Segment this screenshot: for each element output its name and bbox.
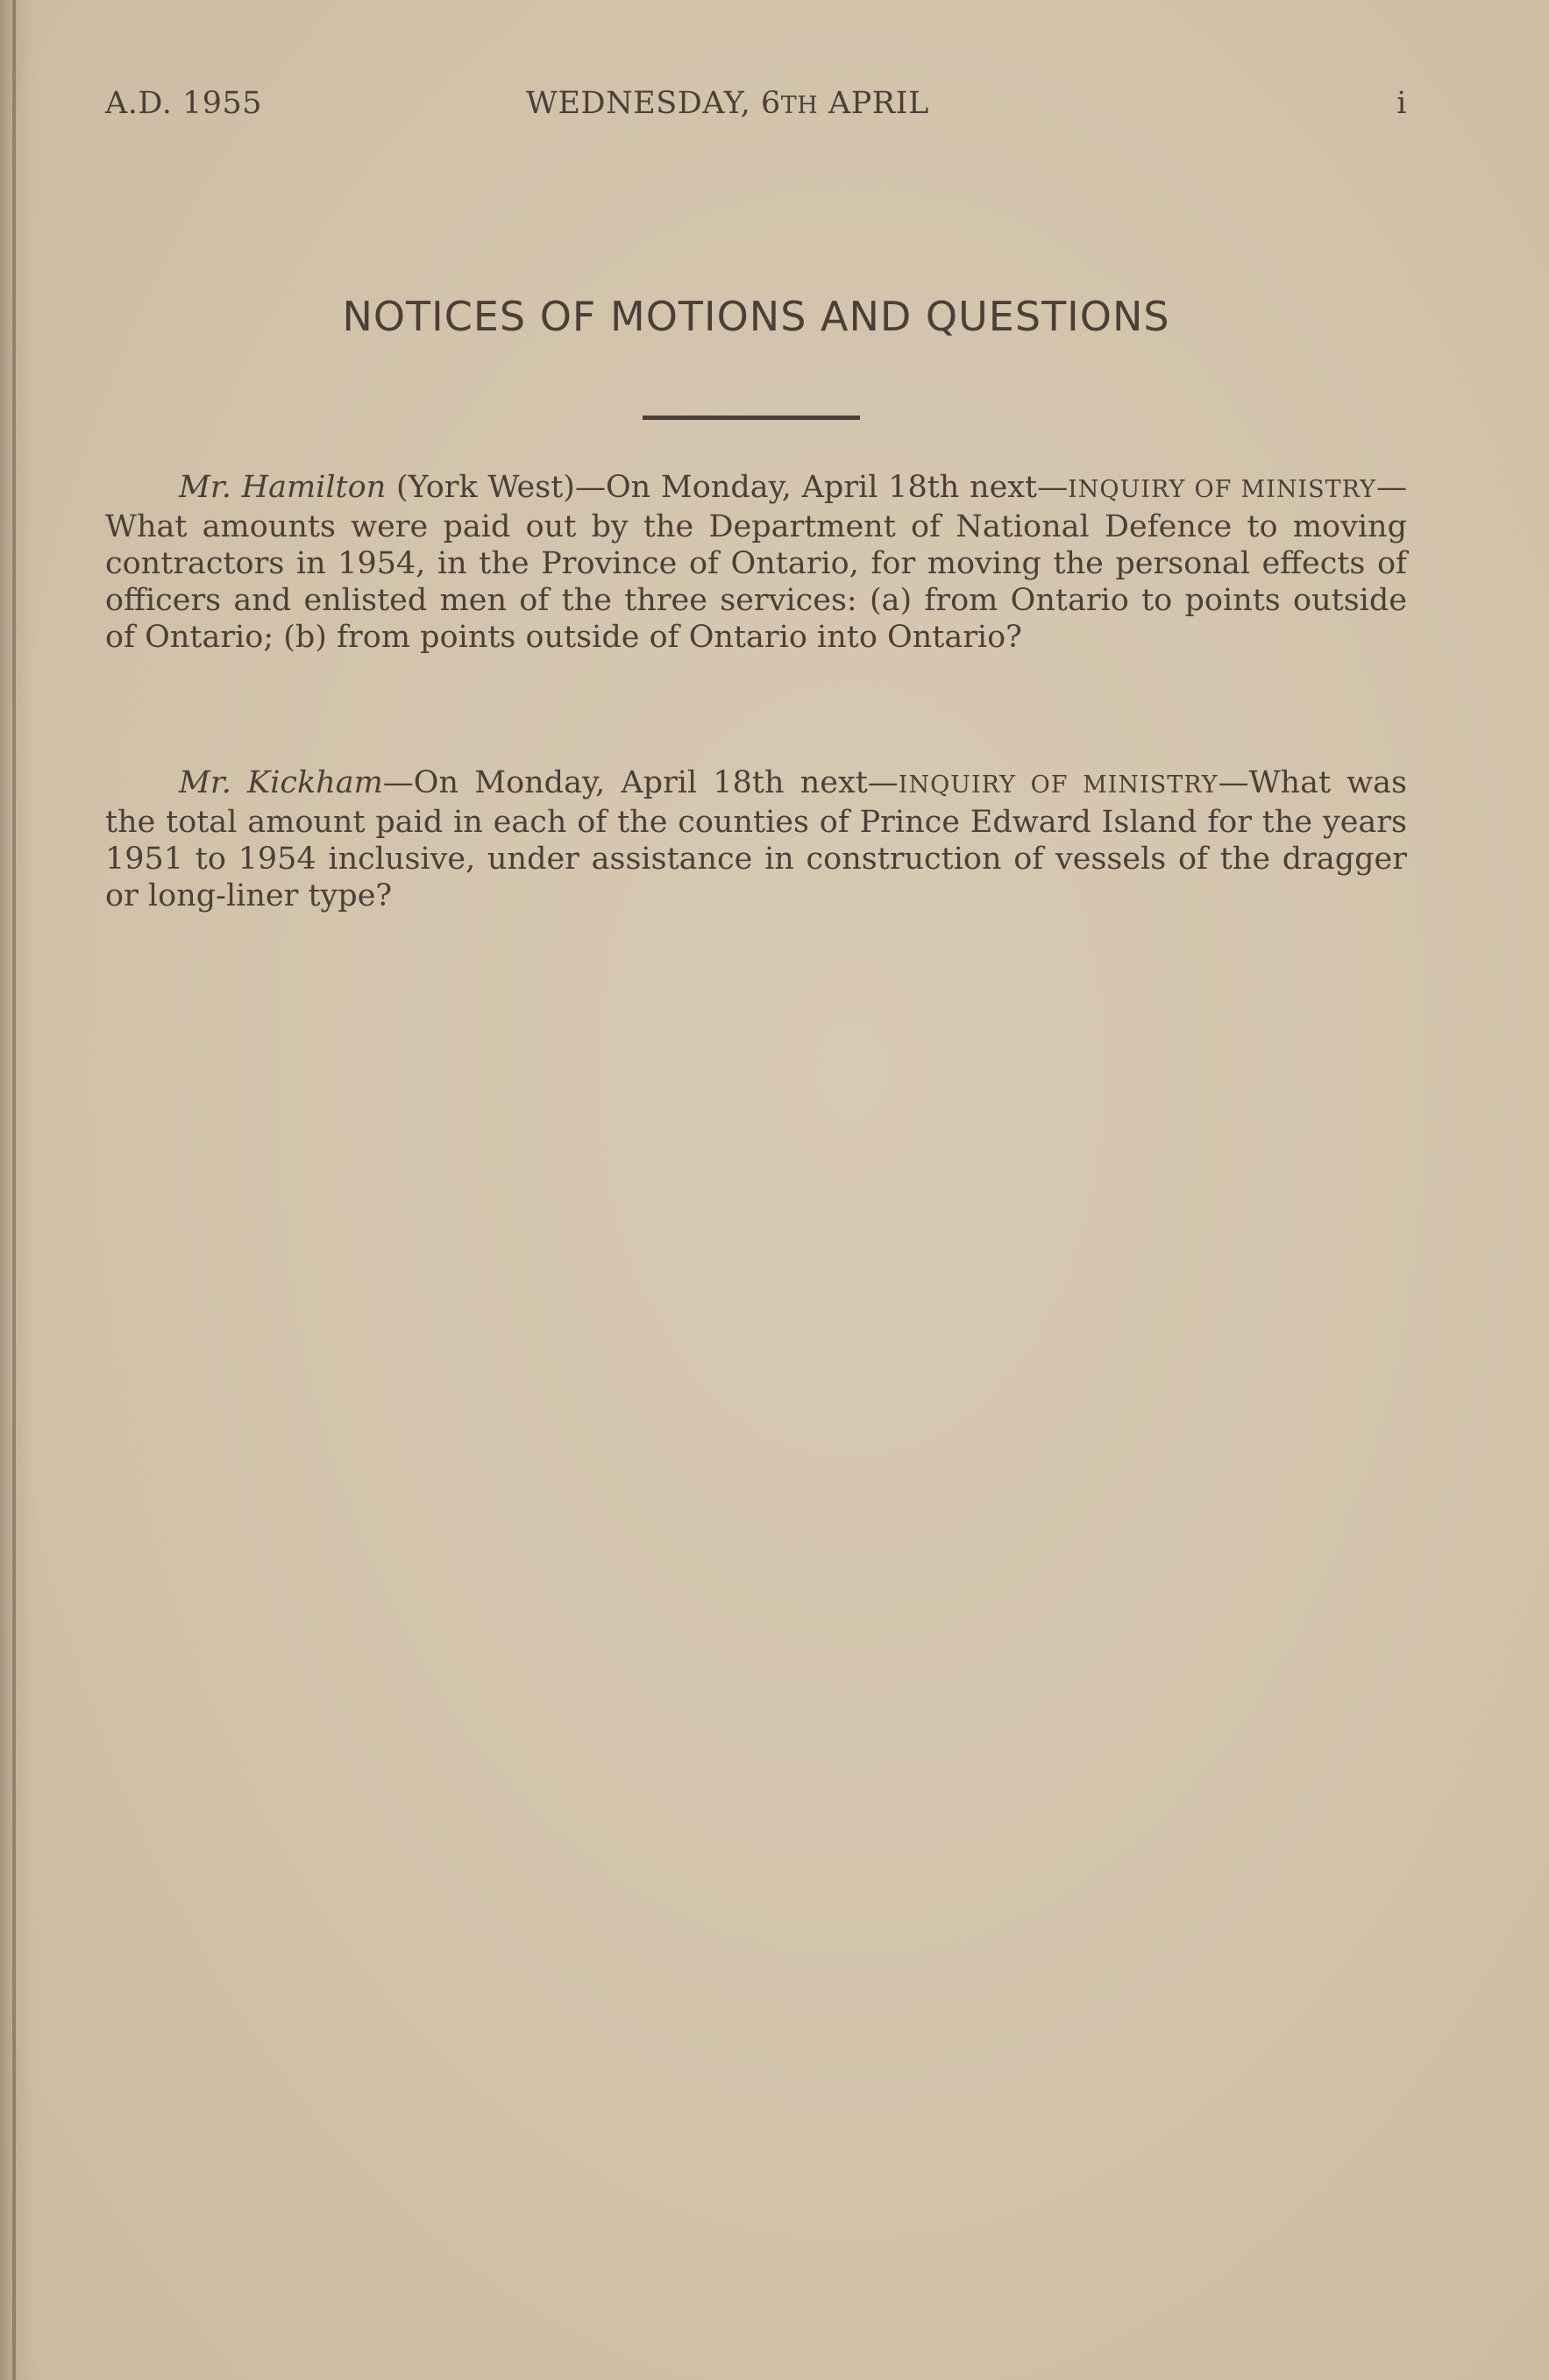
header-date-suffix: APRIL <box>818 86 929 121</box>
notice-paragraph <box>105 469 1407 656</box>
header-year: A.D. 1955 <box>105 86 263 121</box>
notice-text: —What amounts were paid out by the Department of National Defence to moving contractors in 1954, in the Province of Ontario, for moving the personal effects of officers and enlisted men of the three services: (a) from Ontario to points outside of Ontario; (b) from points outside of Ontario into Ontario? <box>105 470 1407 655</box>
notice-intro: (York West)—On Monday, April 18th next— <box>386 470 1069 505</box>
header-date <box>526 86 929 121</box>
notice-label: INQUIRY OF MINISTRY <box>1068 476 1376 503</box>
notice-label: INQUIRY OF MINISTRY <box>898 771 1219 799</box>
running-header <box>105 86 1407 130</box>
header-date-prefix: WEDNESDAY, 6 <box>526 86 781 121</box>
header-date-ordinal: TH <box>780 92 819 119</box>
binding-edge <box>12 0 16 2380</box>
header-page-number: i <box>1396 86 1407 121</box>
notice-intro: —On Monday, April 18th next— <box>382 765 899 800</box>
page-title: NOTICES OF MOTIONS AND QUESTIONS <box>342 293 1170 340</box>
notice-member: Mr. Kickham <box>179 765 383 800</box>
title-rule <box>643 416 860 420</box>
notice-member: Mr. Hamilton <box>179 470 387 505</box>
notice-text: —What was the total amount paid in each of the counties of Prince Edward Island for the years 1951 to 1954 inclusive, under assistance in construction of vessels of the dragger or long-liner type? <box>105 765 1407 913</box>
notice-paragraph <box>105 764 1407 914</box>
